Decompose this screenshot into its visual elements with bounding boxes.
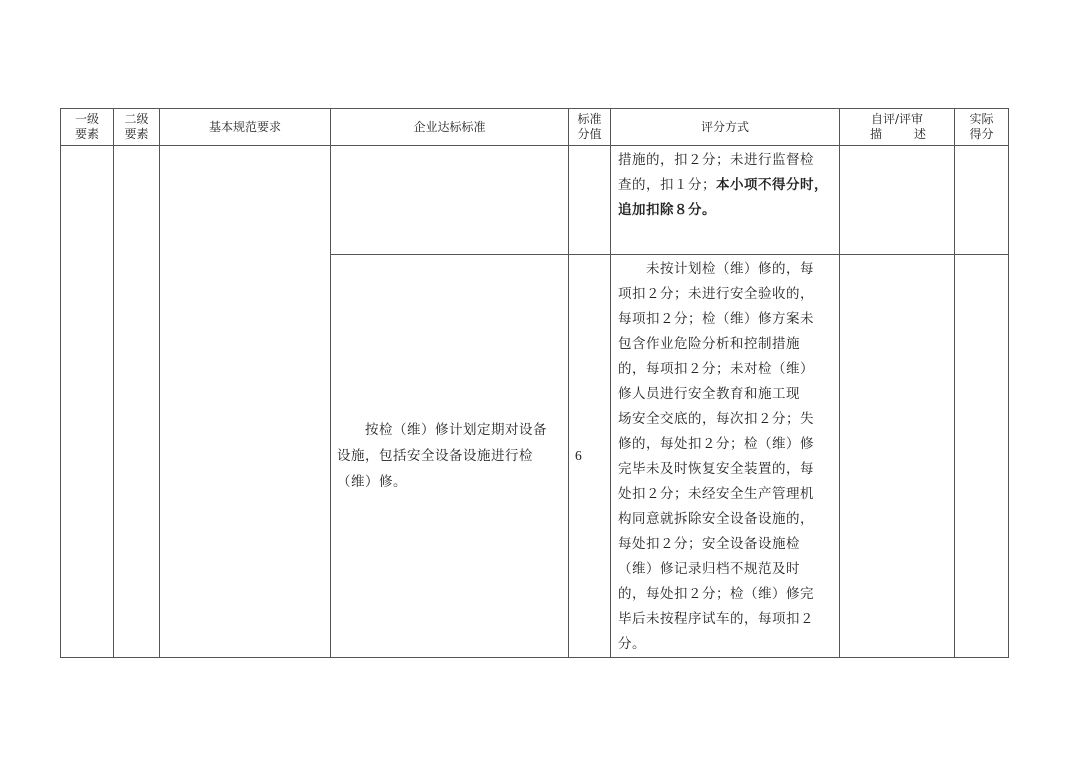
method-bold-text: 本小项不得分时， <box>716 177 828 193</box>
method-line: 未按计划检（维）修的，每 <box>646 261 814 277</box>
method-line: 分。 <box>618 636 646 652</box>
standard-line: 设施，包括安全设备设施进行检 <box>337 448 533 464</box>
table-row-continued <box>61 146 1009 255</box>
cell-score: 6 <box>569 255 611 658</box>
header-self-review-char2: 述 <box>913 127 926 141</box>
cell-actual-continued <box>955 146 1009 255</box>
cell-method-continued <box>611 146 840 255</box>
cell-standard-continued <box>331 146 569 255</box>
header-level2-line2: 要素 <box>124 127 149 141</box>
method-line: 处扣２分；未经安全生产管理机 <box>618 486 814 502</box>
header-row <box>61 109 1009 146</box>
header-actual <box>955 109 1009 146</box>
header-actual-line1: 实际 <box>969 112 994 126</box>
cell-actual <box>955 255 1009 658</box>
method-line: 的，每处扣２分；检（维）修完 <box>618 586 814 602</box>
method-bold-line: 追加扣除８分。 <box>618 202 716 218</box>
method-line: 修人员进行安全教育和施工现 <box>618 386 800 402</box>
header-self-review-char1: 描 <box>870 127 883 141</box>
method-line: 每项扣２分；检（维）修方案未 <box>618 311 814 327</box>
cell-self-review <box>840 255 955 658</box>
header-level1-line2: 要素 <box>74 127 99 141</box>
header-basic: 基本规范要求 <box>160 109 331 146</box>
method-line: 的，每项扣２分；未对检（维） <box>618 361 814 377</box>
header-self-review-line2 <box>840 127 954 142</box>
header-self-review <box>840 109 955 146</box>
method-line: 查的，扣１分； <box>618 177 716 193</box>
method-line: 毕后未按程序试车的，每项扣２ <box>618 611 814 627</box>
method-line: 场安全交底的，每次扣２分；失 <box>618 411 814 427</box>
header-score-value-line2: 分值 <box>577 127 602 141</box>
header-level1 <box>61 109 114 146</box>
cell-level1 <box>61 146 114 658</box>
header-standard: 企业达标标准 <box>331 109 569 146</box>
method-line: （维）修记录归档不规范及时 <box>618 561 800 577</box>
method-line: 修的，每处扣２分；检（维）修 <box>618 436 814 452</box>
standard-line: 按检（维）修计划定期对设备 <box>365 422 547 438</box>
header-actual-line2: 得分 <box>969 127 994 141</box>
standard-line: （维）修。 <box>337 474 407 490</box>
cell-basic <box>160 146 331 658</box>
cell-score-continued <box>569 146 611 255</box>
standards-table <box>60 108 1009 658</box>
cell-level2 <box>114 146 160 658</box>
method-line: 包含作业危险分析和控制措施 <box>618 336 800 352</box>
method-line: 措施的，扣２分；未进行监督检 <box>618 152 814 168</box>
header-level2 <box>114 109 160 146</box>
header-score-value-line1: 标准 <box>577 112 602 126</box>
cell-standard <box>331 255 569 658</box>
method-line: 构同意就拆除安全设备设施的， <box>618 511 814 527</box>
header-level1-line1: 一级 <box>74 112 99 126</box>
header-score-value <box>569 109 611 146</box>
method-line: 每处扣２分；安全设备设施检 <box>618 536 800 552</box>
header-method: 评分方式 <box>611 109 840 146</box>
cell-method <box>611 255 840 658</box>
header-level2-line1: 二级 <box>124 112 149 126</box>
cell-self-review-continued <box>840 146 955 255</box>
method-line: 完毕未及时恢复安全装置的，每 <box>618 461 814 477</box>
method-line: 项扣２分；未进行安全验收的， <box>618 286 814 302</box>
header-self-review-line1: 自评/评审 <box>870 112 924 126</box>
